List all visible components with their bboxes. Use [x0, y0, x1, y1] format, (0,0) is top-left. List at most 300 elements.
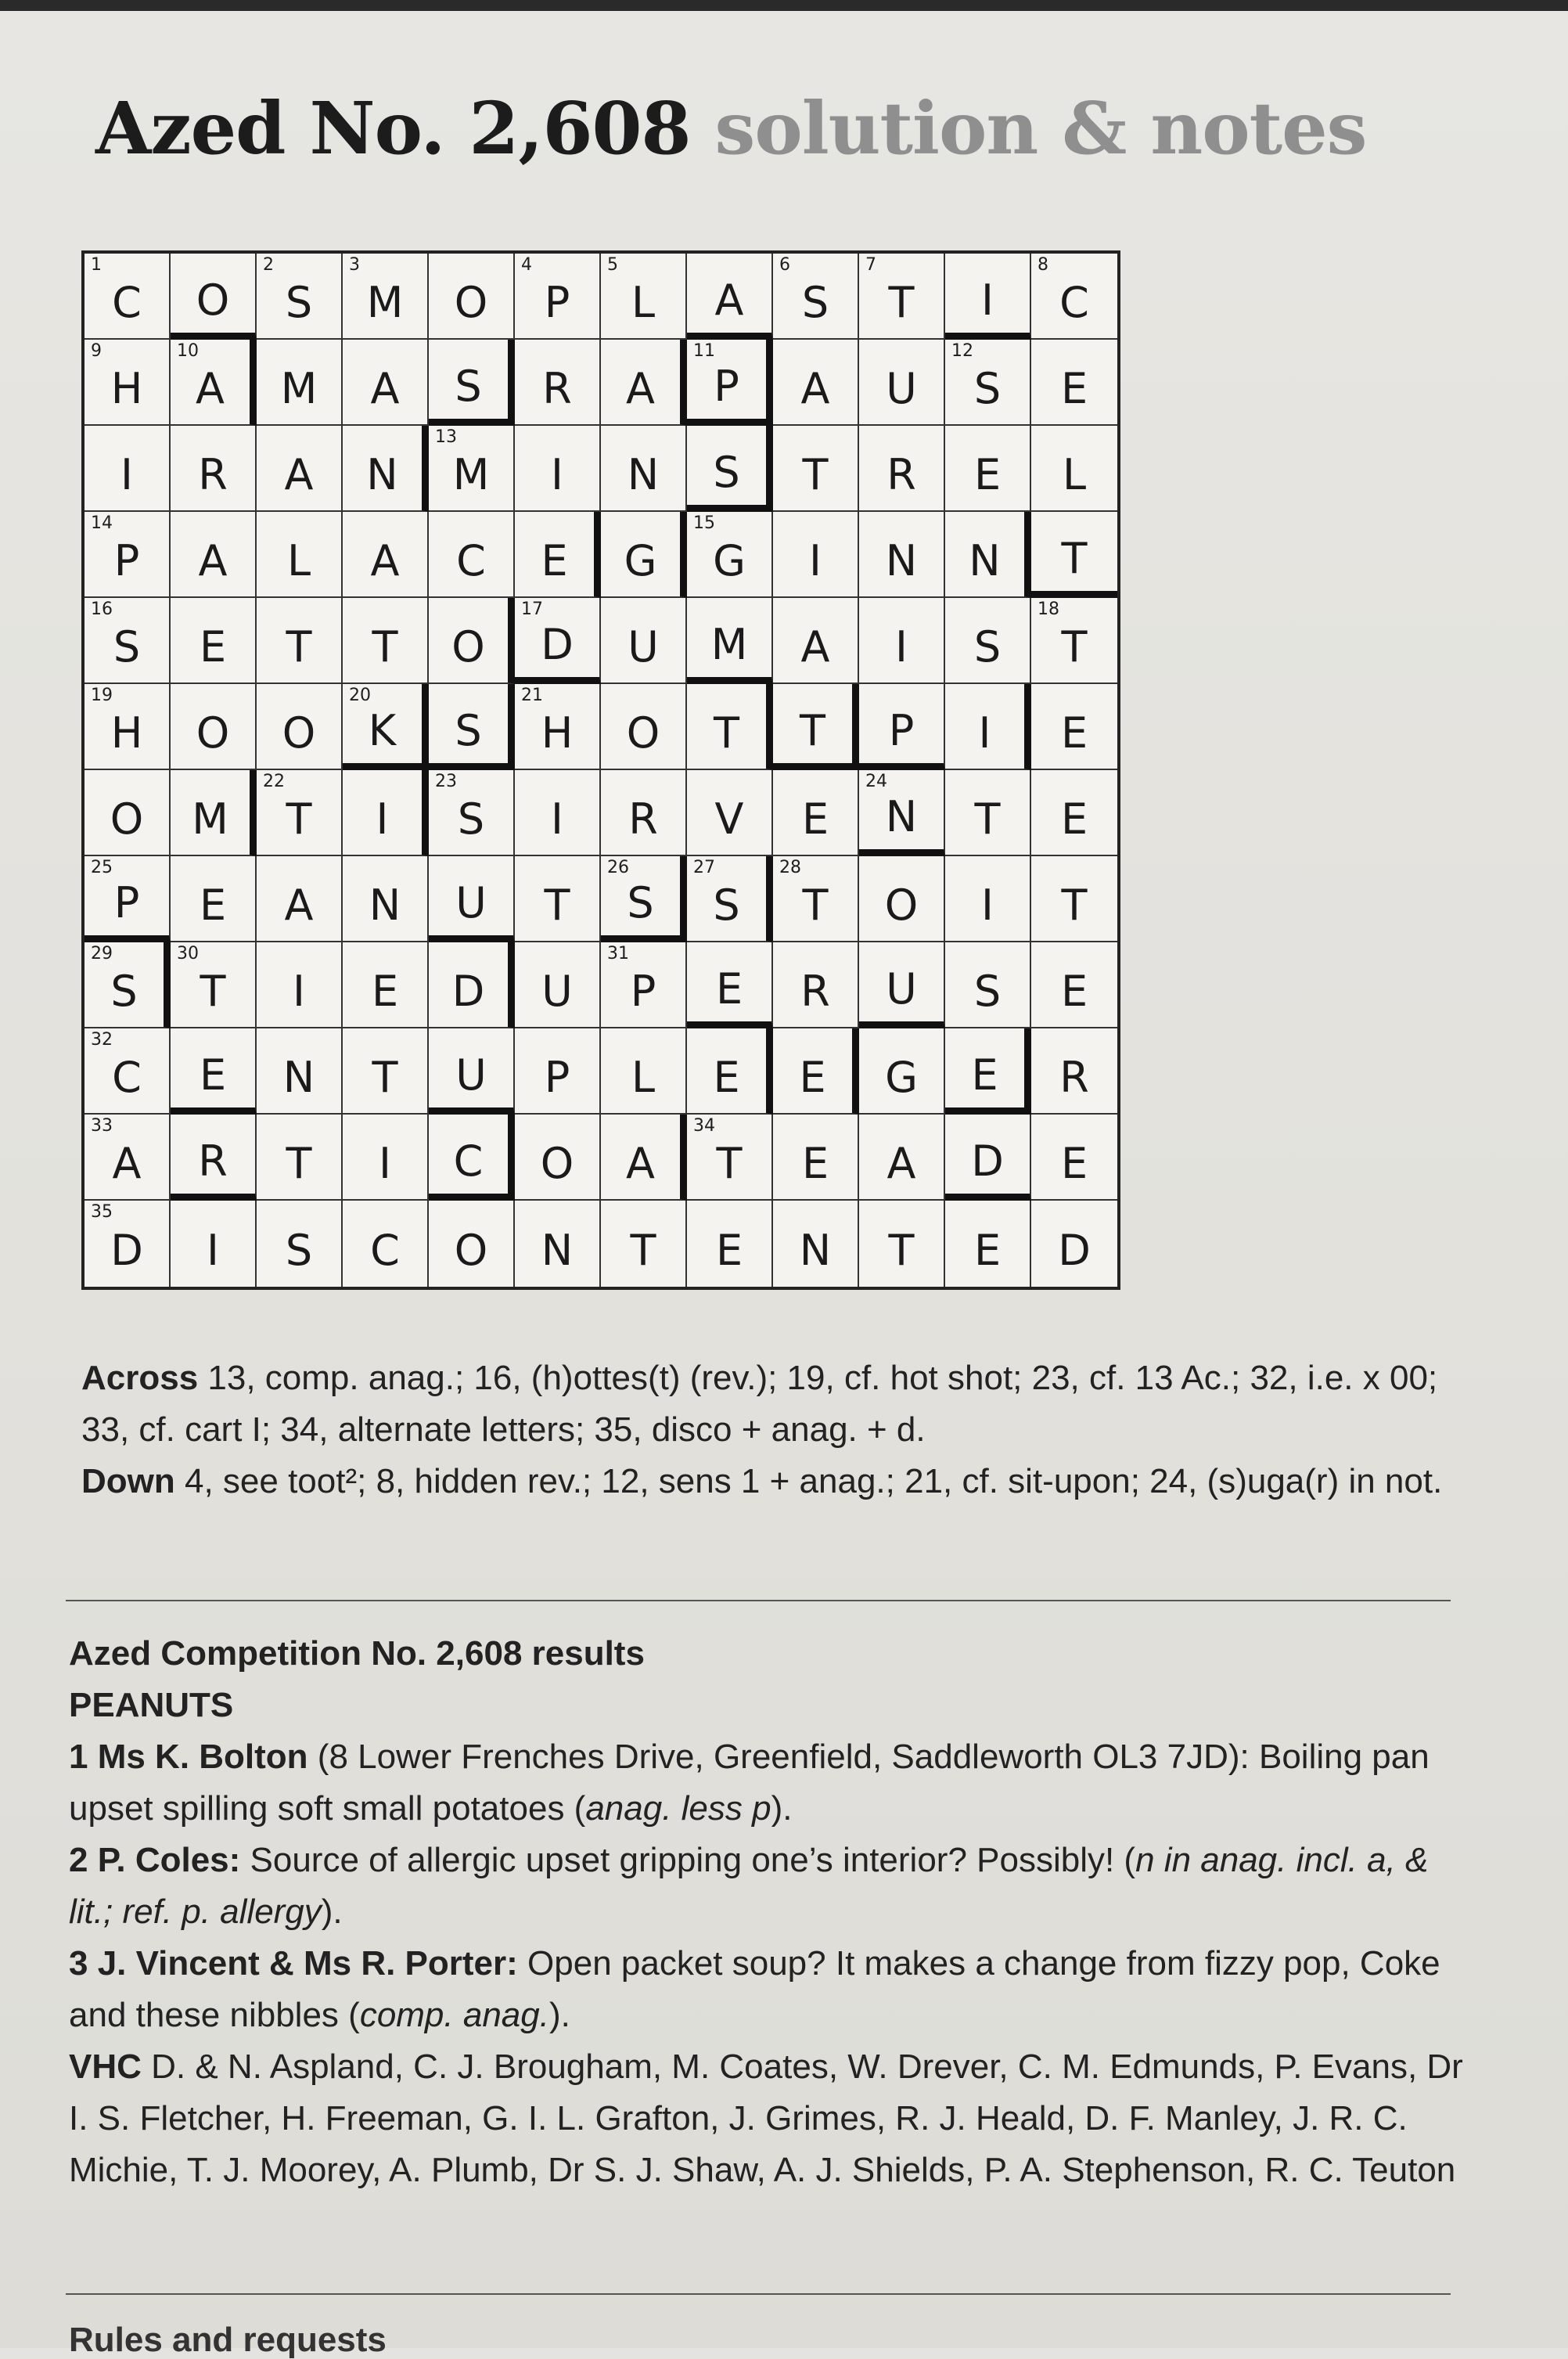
entry-name: 2 P. Coles:	[69, 1841, 241, 1879]
grid-letter: L	[631, 1053, 656, 1102]
grid-cell	[85, 1028, 171, 1115]
grid-letter: E	[199, 881, 227, 930]
grid-cell	[429, 340, 515, 426]
grid-cell	[1031, 254, 1117, 340]
grid-letter: E	[973, 1226, 1002, 1275]
result-entry	[69, 1938, 1477, 2041]
grid-cell	[601, 1115, 687, 1201]
down-notes	[81, 1456, 1474, 1507]
grid-letter: P	[113, 877, 140, 927]
grid-cell	[429, 598, 515, 684]
across-notes	[81, 1352, 1474, 1456]
grid-letter: R	[198, 450, 228, 499]
grid-letter: V	[714, 794, 744, 844]
grid-cell	[257, 1028, 343, 1115]
grid-cell	[171, 1115, 257, 1201]
grid-cell	[429, 942, 515, 1028]
clue-number: 4	[521, 255, 532, 275]
grid-letter: A	[626, 1139, 655, 1188]
grid-cell	[859, 598, 945, 684]
grid-letter: T	[286, 794, 312, 844]
clue-number: 11	[693, 341, 715, 361]
top-rule	[0, 0, 1568, 11]
grid-letter: A	[886, 1139, 916, 1188]
grid-letter: R	[886, 450, 916, 499]
entry-note: comp. anag.	[359, 1996, 549, 2034]
grid-cell	[515, 1115, 601, 1201]
grid-letter: S	[713, 447, 740, 497]
grid-letter: T	[802, 450, 829, 499]
grid-letter: I	[978, 708, 991, 758]
clue-number: 9	[91, 341, 102, 361]
clue-number: 31	[607, 944, 629, 963]
clue-number: 35	[91, 1202, 113, 1222]
grid-letter: K	[368, 705, 397, 755]
grid-cell	[773, 598, 859, 684]
grid-letter: T	[544, 881, 570, 930]
clue-number: 24	[865, 772, 887, 791]
results-word: PEANUTS	[69, 1686, 234, 1724]
grid-letter: O	[451, 622, 485, 672]
grid-letter: P	[544, 278, 570, 327]
grid-cell	[859, 1201, 945, 1287]
clue-number: 21	[521, 686, 543, 705]
grid-letter: S	[973, 622, 1002, 672]
grid-letter: E	[715, 963, 743, 1014]
grid-letter: T	[802, 881, 829, 930]
entry-note: n in anag. incl. a, & lit.; ref. p. allergy	[69, 1841, 1429, 1931]
grid-letter: I	[207, 1226, 219, 1275]
grid-cell	[343, 254, 429, 340]
grid-cell	[257, 254, 343, 340]
grid-cell	[601, 856, 687, 942]
grid-cell	[515, 1201, 601, 1287]
competition-results	[69, 1628, 1477, 2196]
grid-cell	[687, 942, 773, 1028]
grid-cell	[1031, 1115, 1117, 1201]
grid-letter: S	[713, 881, 740, 930]
vhc-list	[69, 2041, 1477, 2196]
crossword-grid	[81, 250, 1120, 1290]
clue-number: 28	[779, 858, 801, 877]
divider	[66, 1600, 1451, 1601]
grid-letter: I	[809, 536, 822, 585]
grid-letter: E	[1060, 708, 1088, 758]
grid-letter: S	[285, 278, 313, 327]
grid-letter: I	[376, 794, 389, 844]
grid-cell	[601, 770, 687, 856]
grid-letter: E	[541, 536, 568, 585]
grid-letter: O	[110, 794, 144, 844]
grid-cell	[945, 770, 1031, 856]
divider	[66, 2293, 1451, 2295]
grid-cell	[945, 1115, 1031, 1201]
grid-cell	[601, 1028, 687, 1115]
grid-cell	[687, 770, 773, 856]
grid-letter: I	[981, 881, 994, 930]
grid-cell	[687, 1028, 773, 1115]
entry-text: Open packet soup? It makes a change from fizzy pop, Coke and these nibbles (	[69, 1944, 1440, 2034]
grid-cell	[515, 512, 601, 598]
grid-letter: S	[627, 877, 654, 927]
grid-letter: T	[1061, 881, 1088, 930]
grid-cell	[945, 1028, 1031, 1115]
grid-cell	[859, 942, 945, 1028]
grid-cell	[257, 1201, 343, 1287]
grid-cell	[601, 1201, 687, 1287]
grid-letter: U	[455, 877, 487, 927]
grid-cell	[859, 1028, 945, 1115]
grid-cell	[257, 340, 343, 426]
grid-letter: N	[885, 536, 918, 585]
grid-letter: C	[112, 278, 142, 327]
grid-cell	[257, 598, 343, 684]
grid-cell	[773, 770, 859, 856]
grid-letter: M	[710, 619, 748, 669]
grid-cell	[257, 770, 343, 856]
grid-cell	[945, 426, 1031, 512]
grid-cell	[1031, 426, 1117, 512]
grid-cell	[1031, 512, 1117, 598]
grid-cell	[429, 1201, 515, 1287]
grid-letter: O	[884, 881, 919, 930]
grid-cell	[85, 770, 171, 856]
grid-letter: O	[196, 708, 230, 758]
grid-letter: C	[112, 1053, 142, 1102]
grid-cell	[85, 942, 171, 1028]
grid-letter: A	[714, 275, 744, 325]
grid-letter: L	[286, 536, 311, 585]
clue-number: 1	[91, 255, 102, 275]
grid-letter: R	[628, 794, 658, 844]
grid-cell	[515, 684, 601, 770]
grid-letter: I	[120, 450, 133, 499]
grid-cell	[1031, 1028, 1117, 1115]
grid-letter: G	[713, 536, 746, 585]
grid-letter: T	[974, 794, 1001, 844]
grid-cell	[1031, 598, 1117, 684]
grid-cell	[1031, 1201, 1117, 1287]
grid-cell	[85, 1115, 171, 1201]
grid-cell	[515, 254, 601, 340]
grid-cell	[945, 340, 1031, 426]
grid-letter: T	[888, 1226, 915, 1275]
grid-cell	[515, 942, 601, 1028]
grid-cell	[171, 1028, 257, 1115]
grid-letter: T	[286, 622, 312, 672]
grid-letter: P	[113, 536, 140, 585]
grid-cell	[515, 856, 601, 942]
grid-letter: A	[626, 364, 655, 413]
grid-cell	[429, 254, 515, 340]
grid-letter: M	[452, 450, 490, 499]
entry-tail: ).	[771, 1789, 793, 1828]
grid-cell	[859, 856, 945, 942]
clue-number: 10	[177, 341, 199, 361]
grid-cell	[429, 684, 515, 770]
grid-cell	[171, 512, 257, 598]
grid-letter: A	[370, 364, 400, 413]
grid-letter: U	[455, 1050, 487, 1100]
grid-cell	[687, 426, 773, 512]
grid-cell	[859, 512, 945, 598]
entry-text: (8 Lower Frenches Drive, Greenfield, Saddleworth OL3 7JD): Boiling pan upset spilling soft small potatoes (	[69, 1738, 1430, 1828]
clue-number: 3	[349, 255, 360, 275]
clue-number: 34	[693, 1116, 715, 1136]
grid-letter: C	[1059, 278, 1089, 327]
clue-number: 18	[1038, 600, 1059, 619]
grid-letter: S	[973, 967, 1002, 1016]
clue-number: 25	[91, 858, 113, 877]
grid-letter: P	[714, 361, 739, 411]
grid-cell	[429, 426, 515, 512]
grid-letter: T	[372, 1053, 398, 1102]
grid-cell	[171, 942, 257, 1028]
grid-letter: L	[1062, 450, 1087, 499]
clue-number: 12	[951, 341, 973, 361]
clue-number: 26	[607, 858, 629, 877]
clue-number: 33	[91, 1116, 113, 1136]
grid-letter: C	[456, 536, 486, 585]
grid-cell	[515, 770, 601, 856]
grid-cell	[945, 942, 1031, 1028]
grid-cell	[1031, 340, 1117, 426]
grid-letter: T	[1061, 533, 1088, 583]
grid-cell	[773, 684, 859, 770]
grid-letter: M	[280, 364, 318, 413]
clue-number: 19	[91, 686, 113, 705]
grid-cell	[601, 512, 687, 598]
grid-letter: H	[110, 364, 143, 413]
entry-tail: ).	[548, 1996, 570, 2034]
entry-tail: ).	[321, 1893, 343, 1931]
grid-letter: M	[192, 794, 228, 844]
grid-letter: A	[196, 364, 225, 413]
grid-letter: N	[885, 791, 918, 841]
grid-cell	[687, 1201, 773, 1287]
grid-letter: E	[973, 450, 1002, 499]
title-sub: solution & notes	[714, 86, 1367, 171]
clue-number: 15	[693, 513, 715, 533]
grid-letter: E	[1060, 967, 1088, 1016]
grid-letter: E	[971, 1050, 998, 1100]
grid-cell	[85, 1201, 171, 1287]
grid-cell	[85, 684, 171, 770]
title-main: Azed No. 2,608	[95, 86, 691, 171]
grid-cell	[773, 1201, 859, 1287]
grid-cell	[945, 684, 1031, 770]
grid-cell	[859, 340, 945, 426]
grid-letter: T	[372, 622, 398, 672]
grid-cell	[945, 1201, 1031, 1287]
grid-cell	[343, 426, 429, 512]
results-heading: Azed Competition No. 2,608 results	[69, 1634, 645, 1673]
grid-cell	[687, 598, 773, 684]
grid-letter: U	[541, 967, 573, 1016]
grid-letter: I	[981, 275, 994, 325]
grid-cell	[687, 1115, 773, 1201]
grid-letter: U	[628, 622, 659, 672]
grid-cell	[85, 254, 171, 340]
grid-letter: L	[631, 278, 656, 327]
grid-cell	[343, 1028, 429, 1115]
grid-cell	[343, 1201, 429, 1287]
vhc-label: VHC	[69, 2047, 142, 2086]
grid-cell	[171, 1201, 257, 1287]
grid-letter: D	[541, 619, 574, 669]
grid-letter: S	[285, 1226, 313, 1275]
grid-letter: R	[198, 1136, 228, 1186]
grid-cell	[859, 426, 945, 512]
grid-letter: U	[886, 963, 917, 1014]
grid-cell	[343, 598, 429, 684]
grid-letter: E	[1060, 1139, 1088, 1188]
clue-number: 6	[779, 255, 790, 275]
grid-cell	[343, 942, 429, 1028]
grid-letter: A	[112, 1139, 142, 1188]
grid-letter: O	[282, 708, 316, 758]
grid-cell	[1031, 684, 1117, 770]
grid-letter: I	[551, 794, 563, 844]
grid-cell	[171, 598, 257, 684]
clue-number: 20	[349, 686, 371, 705]
clue-number: 7	[865, 255, 876, 275]
clue-number: 2	[263, 255, 274, 275]
grid-cell	[601, 426, 687, 512]
grid-cell	[85, 598, 171, 684]
result-entry	[69, 1731, 1477, 1835]
grid-cell	[171, 254, 257, 340]
grid-cell	[429, 512, 515, 598]
entry-text: Source of allergic upset gripping one’s interior? Possibly! (	[240, 1841, 1136, 1879]
grid-letter: P	[630, 967, 656, 1016]
grid-letter: E	[801, 1139, 829, 1188]
grid-cell	[85, 512, 171, 598]
grid-letter: S	[110, 967, 138, 1016]
grid-letter: G	[624, 536, 657, 585]
grid-letter: T	[800, 705, 825, 755]
grid-cell	[257, 942, 343, 1028]
clue-number: 32	[91, 1030, 113, 1050]
grid-cell	[343, 340, 429, 426]
grid-cell	[429, 1115, 515, 1201]
grid-cell	[687, 340, 773, 426]
grid-cell	[515, 426, 601, 512]
grid-cell	[343, 1115, 429, 1201]
grid-letter: E	[799, 1053, 826, 1102]
grid-cell	[601, 598, 687, 684]
grid-letter: O	[196, 275, 230, 325]
grid-letter: N	[627, 450, 660, 499]
grid-letter: E	[371, 967, 399, 1016]
grid-letter: O	[454, 278, 488, 327]
clue-number: 13	[435, 427, 457, 447]
grid-letter: E	[1060, 364, 1088, 413]
grid-cell	[859, 1115, 945, 1201]
grid-cell	[859, 684, 945, 770]
clue-number: 14	[91, 513, 113, 533]
grid-cell	[1031, 856, 1117, 942]
grid-letter: D	[1058, 1226, 1091, 1275]
grid-cell	[945, 254, 1031, 340]
grid-cell	[601, 254, 687, 340]
grid-letter: O	[540, 1139, 574, 1188]
grid-cell	[1031, 770, 1117, 856]
grid-letter: S	[973, 364, 1002, 413]
grid-letter: A	[800, 364, 830, 413]
grid-cell	[773, 340, 859, 426]
grid-cell	[945, 512, 1031, 598]
grid-cell	[343, 684, 429, 770]
grid-letter: A	[800, 622, 830, 672]
grid-cell	[601, 942, 687, 1028]
grid-letter: T	[1061, 622, 1088, 672]
grid-cell	[171, 340, 257, 426]
grid-letter: T	[714, 708, 739, 758]
across-label: Across	[81, 1359, 199, 1397]
grid-letter: T	[630, 1226, 656, 1275]
grid-cell	[601, 684, 687, 770]
grid-letter: E	[713, 1053, 740, 1102]
grid-cell	[257, 426, 343, 512]
clue-number: 16	[91, 600, 113, 619]
grid-letter: S	[457, 794, 485, 844]
grid-letter: D	[451, 967, 485, 1016]
grid-letter: N	[799, 1226, 832, 1275]
grid-cell	[257, 512, 343, 598]
grid-letter: S	[801, 278, 829, 327]
clue-number: 29	[91, 944, 113, 963]
grid-cell	[945, 856, 1031, 942]
grid-cell	[601, 340, 687, 426]
grid-cell	[343, 856, 429, 942]
down-label: Down	[81, 1462, 175, 1500]
grid-cell	[687, 684, 773, 770]
grid-cell	[773, 512, 859, 598]
grid-letter: R	[800, 967, 830, 1016]
grid-letter: A	[370, 536, 400, 585]
grid-cell	[171, 684, 257, 770]
grid-letter: E	[199, 1050, 227, 1100]
grid-cell	[1031, 942, 1117, 1028]
grid-cell	[687, 512, 773, 598]
grid-letter: D	[971, 1136, 1004, 1186]
grid-cell	[257, 856, 343, 942]
grid-letter: I	[895, 622, 908, 672]
clue-number: 5	[607, 255, 618, 275]
grid-letter: G	[885, 1053, 918, 1102]
entry-note: anag. less p	[585, 1789, 771, 1828]
grid-letter: N	[282, 1053, 315, 1102]
grid-letter: I	[293, 967, 305, 1016]
clue-number: 23	[435, 772, 457, 791]
grid-letter: N	[541, 1226, 574, 1275]
grid-letter: M	[366, 278, 404, 327]
grid-cell	[515, 598, 601, 684]
grid-letter: R	[542, 364, 572, 413]
across-text: 13, comp. anag.; 16, (h)ottes(t) (rev.); 19, cf. hot shot; 23, cf. 13 Ac.; 32, i.e. x 00; 33, cf. cart I; 34, alternate letters; 35, disco + anag. + d.	[81, 1359, 1438, 1449]
grid-cell	[85, 340, 171, 426]
grid-cell	[773, 1028, 859, 1115]
clue-number: 30	[177, 944, 199, 963]
grid-letter: H	[541, 708, 574, 758]
grid-cell	[515, 340, 601, 426]
grid-letter: S	[455, 361, 482, 411]
grid-cell	[773, 942, 859, 1028]
grid-cell	[343, 770, 429, 856]
grid-letter: A	[284, 881, 314, 930]
grid-letter: T	[716, 1139, 743, 1188]
